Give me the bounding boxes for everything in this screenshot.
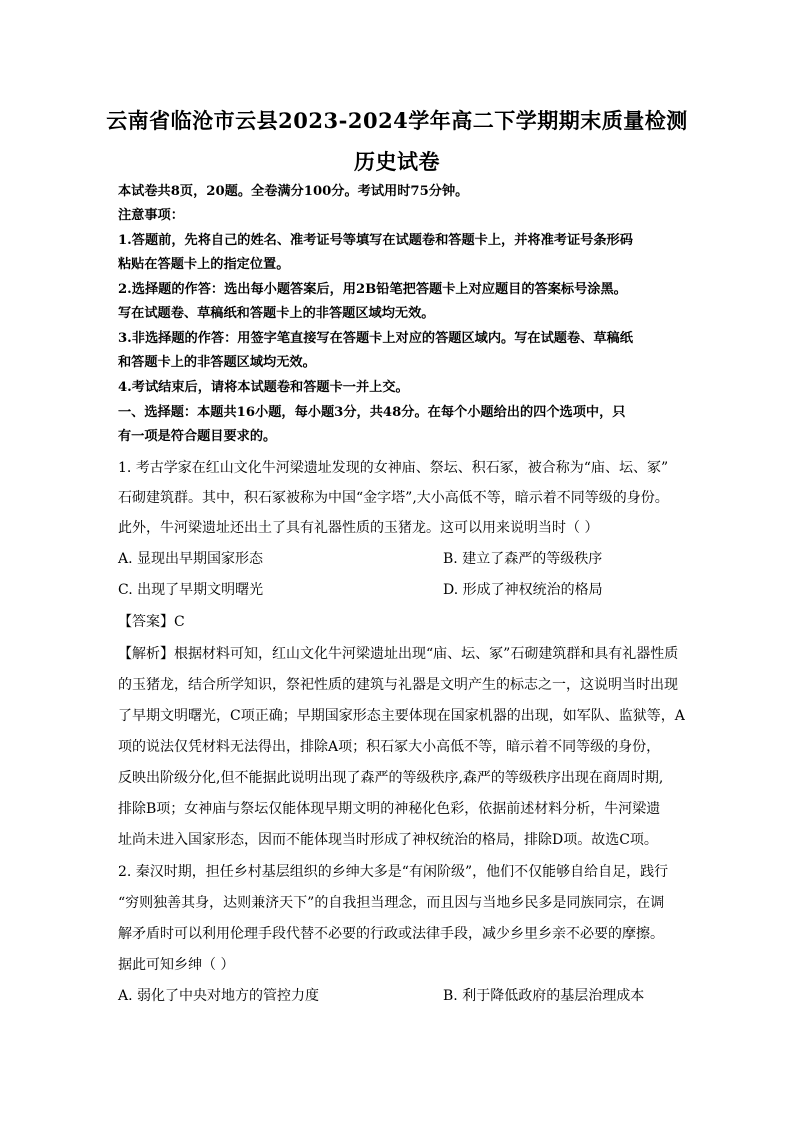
notice-line: 和答题卡上的非答题区域均无效。 bbox=[118, 355, 316, 370]
question-1-option-c: C. 出现了早期文明曙光 bbox=[118, 582, 264, 598]
question-2-text: 据此可知乡绅（ ） bbox=[118, 957, 235, 973]
section-heading: 一、选择题：本题共16小题，每小题3分，共48分。在每个小题给出的四个选项中，只 bbox=[118, 405, 626, 420]
question-1-option-a: A. 显现出早期国家形态 bbox=[118, 551, 264, 567]
notice-line: 1.答题前，先将自己的姓名、准考证号等填写在试题卷和答题卡上，并将准考证号条形码 bbox=[118, 233, 633, 248]
question-1-analysis: 了早期文明曙光，C项正确；早期国家形态主要体现在国家机器的出现，如军队、监狱等，A bbox=[118, 708, 685, 724]
exam-intro: 本试卷共8页，20题。全卷满分100分。考试用时75分钟。 bbox=[118, 184, 469, 199]
question-1-analysis: 项的说法仅凭材料无法得出，排除A项；积石冢大小高低不等，暗示着不同等级的身份， bbox=[118, 739, 661, 755]
notice-heading: 注意事项： bbox=[118, 208, 184, 223]
notice-line: 4.考试结束后，请将本试题卷和答题卡一并上交。 bbox=[118, 380, 409, 395]
question-1-text: 此外，牛河梁遗址还出土了具有礼器性质的玉猪龙。这可以用来说明当时（ ） bbox=[118, 520, 599, 536]
question-1-answer: 【答案】C bbox=[118, 614, 185, 630]
exam-subject-title: 历史试卷 bbox=[354, 149, 440, 174]
question-1-analysis: 排除B项；女神庙与祭坛仅能体现早期文明的神秘化色彩，依据前述材料分析，牛河梁遗 bbox=[118, 801, 661, 817]
question-2-option-a: A. 弱化了中央对地方的管控力度 bbox=[118, 988, 320, 1004]
exam-title: 云南省临沧市云县2023-2024学年高二下学期期末质量检测 bbox=[106, 108, 688, 133]
question-2-text: “穷则独善其身，达则兼济天下”的自我担当理念，而且因与当地乡民多是同族同宗，在调 bbox=[118, 895, 665, 911]
question-1-text: 1. 考古学家在红山文化牛河梁遗址发现的女神庙、祭坛、积石冢，被合称为“庙、坛、冢” bbox=[118, 460, 669, 476]
question-1-analysis: 址尚未进入国家形态，因而不能体现当时形成了神权统治的格局，排除D项。故选C项。 bbox=[118, 832, 658, 848]
notice-line: 2.选择题的作答：选出每小题答案后，用2B铅笔把答题卡上对应题目的答案标号涂黑。 bbox=[118, 282, 627, 297]
section-heading: 有一项是符合题目要求的。 bbox=[118, 429, 277, 444]
notice-line: 3.非选择题的作答：用签字笔直接写在答题卡上对应的答题区域内。写在试题卷、草稿纸 bbox=[118, 331, 633, 346]
notice-line: 粘贴在答题卡上的指定位置。 bbox=[118, 257, 290, 272]
question-1-option-d: D. 形成了神权统治的格局 bbox=[443, 582, 603, 598]
question-2-text: 解矛盾时可以利用伦理手段代替不必要的行政或法律手段，减少乡里乡亲不必要的摩擦。 bbox=[118, 926, 664, 942]
question-1-option-b: B. 建立了森严的等级秩序 bbox=[443, 551, 603, 567]
question-2-text: 2. 秦汉时期，担任乡村基层组织的乡绅大多是“有闲阶级”，他们不仅能够自给自足，践行 bbox=[118, 864, 669, 880]
question-1-analysis: 的玉猪龙，结合所学知识，祭祀性质的建筑与礼器是文明产生的标志之一，这说明当时出现 bbox=[118, 677, 678, 693]
question-1-analysis: 【解析】根据材料可知，红山文化牛河梁遗址出现“庙、坛、冢”石砌建筑群和具有礼器性质 bbox=[118, 646, 679, 662]
question-1-analysis: 反映出阶级分化,但不能据此说明出现了森严的等级秩序,森严的等级秩序出现在商周时期, bbox=[118, 770, 664, 786]
question-1-text: 石砌建筑群。其中，积石冢被称为中国“金字塔”,大小高低不等，暗示着不同等级的身份。 bbox=[118, 490, 669, 506]
notice-line: 写在试题卷、草稿纸和答题卡上的非答题区域均无效。 bbox=[118, 306, 435, 321]
question-2-option-b: B. 利于降低政府的基层治理成本 bbox=[443, 988, 645, 1004]
